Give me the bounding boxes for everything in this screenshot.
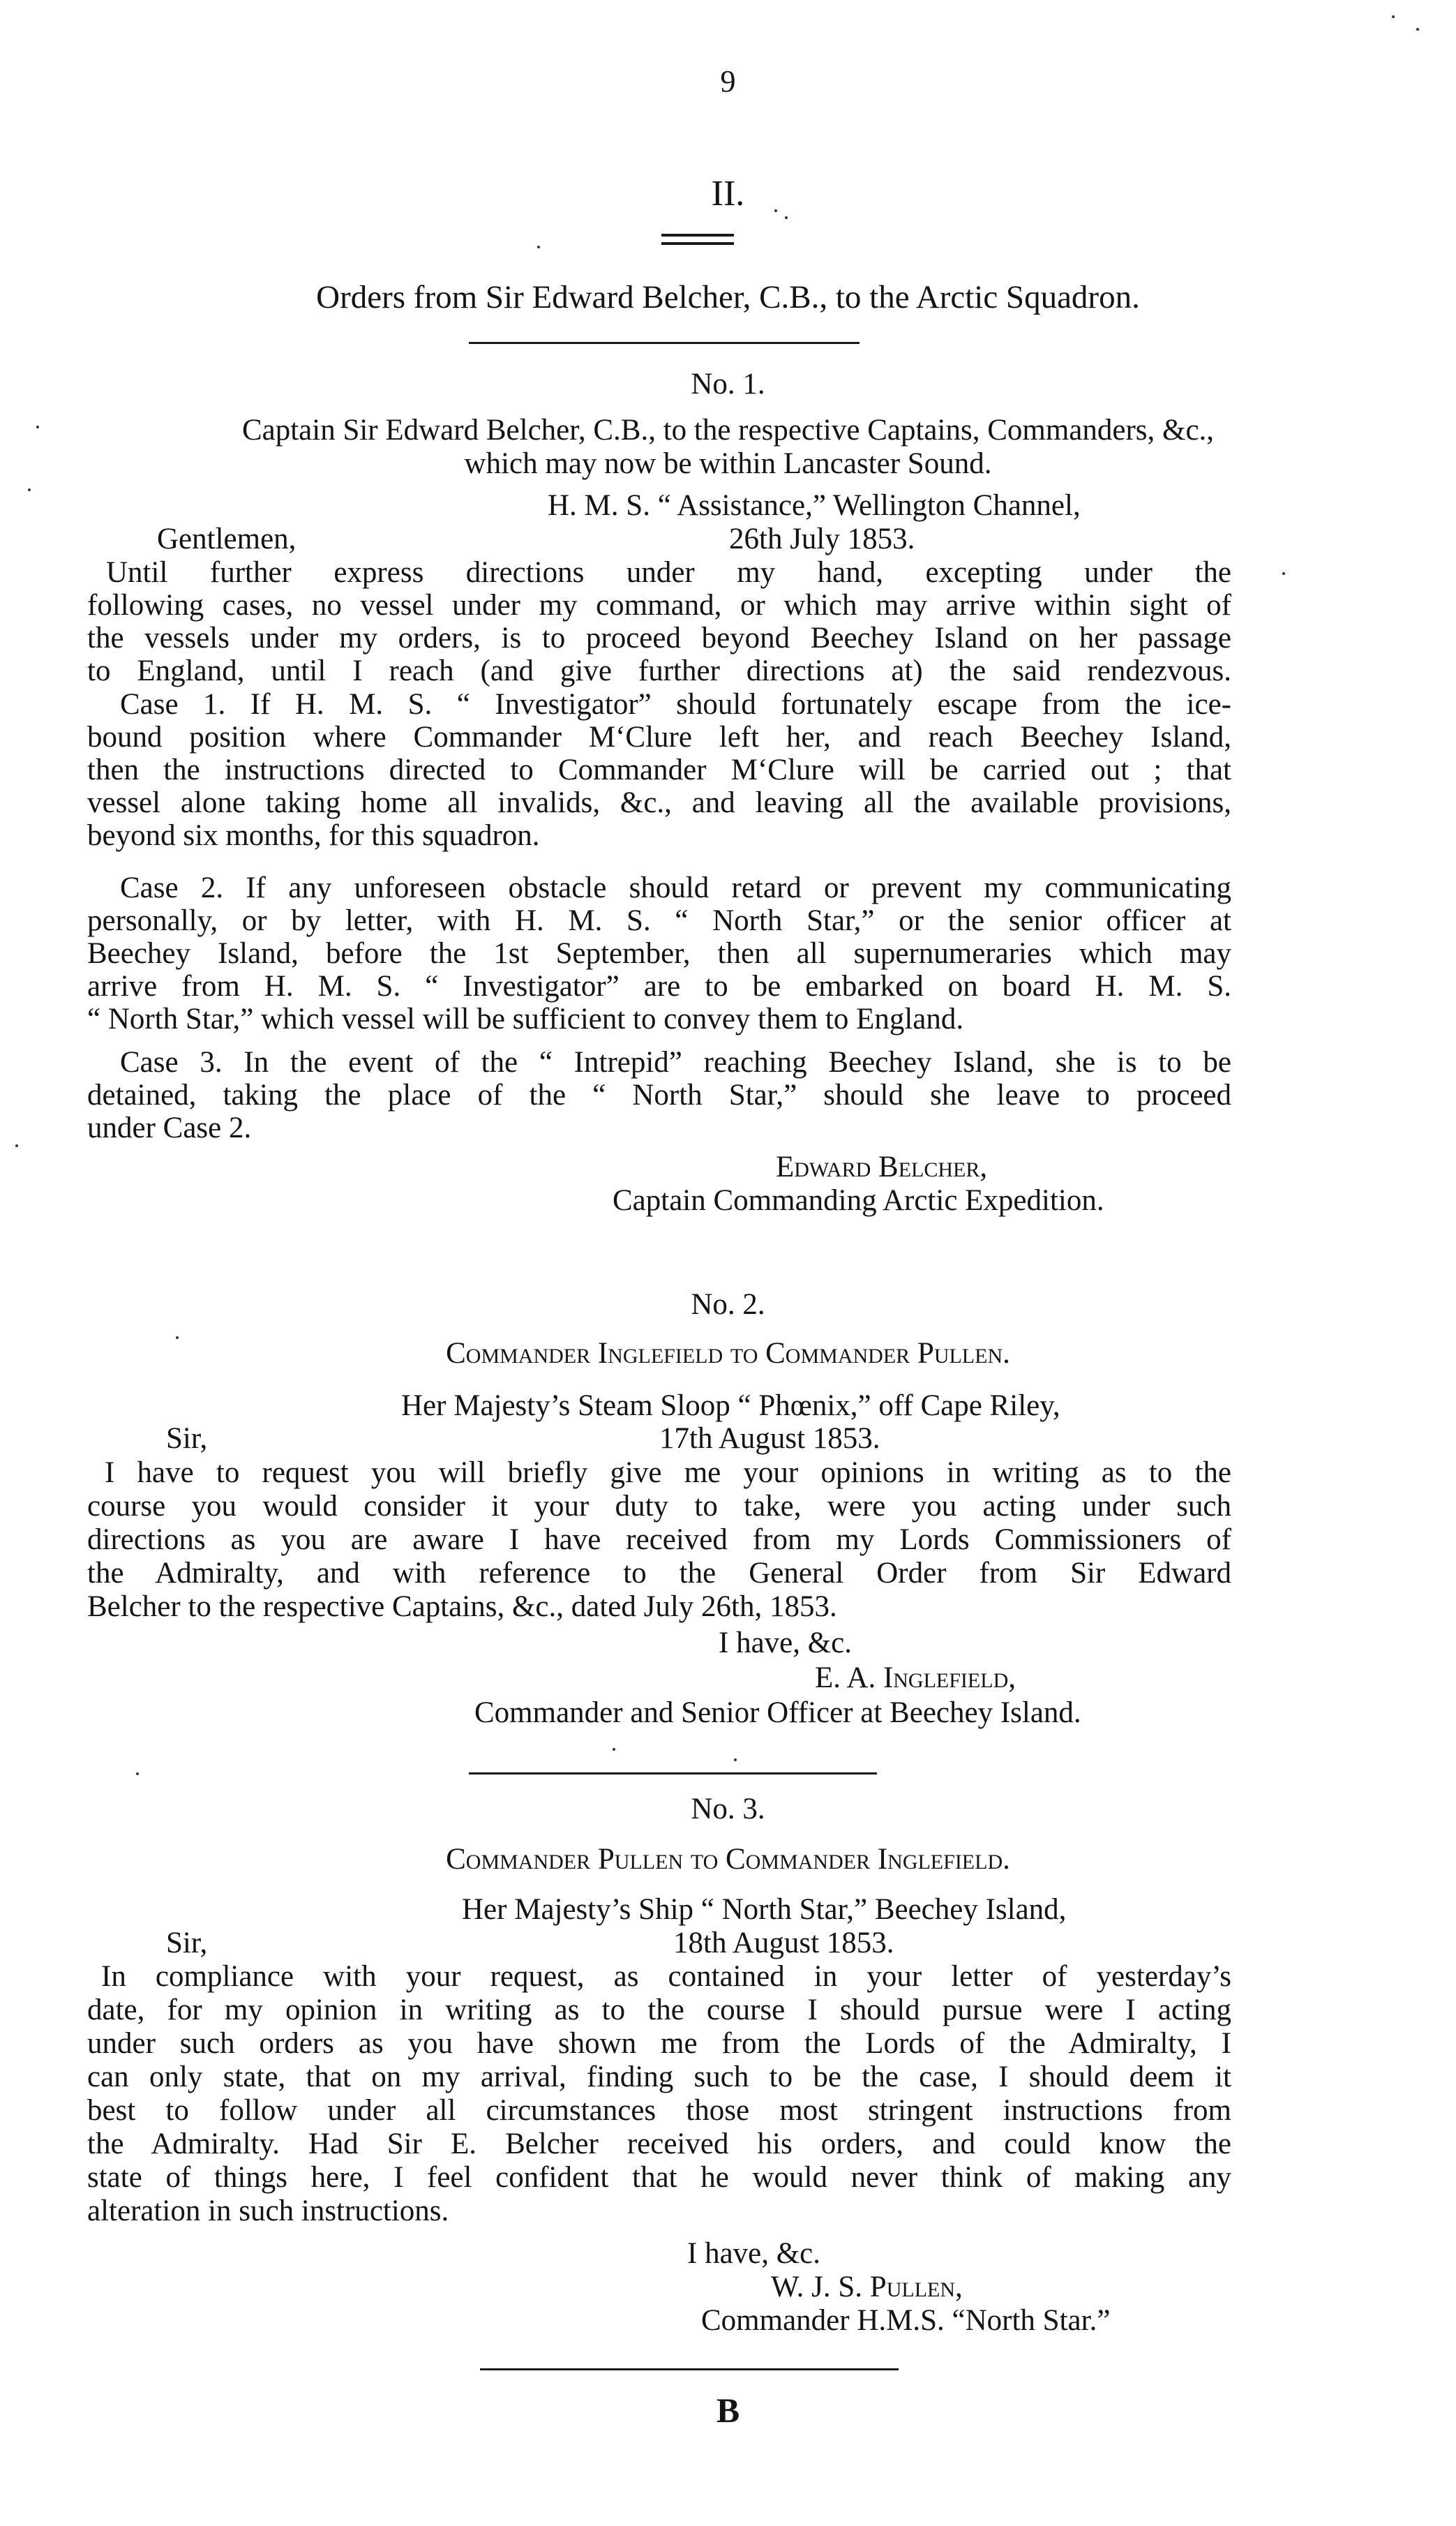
letter3-body-line: date, for my opinion in writing as to the course I should pursue were I acting <box>87 1994 1231 2026</box>
letter2-date: 17th August 1853. <box>659 1422 880 1455</box>
letter1-body-line: personally, or by letter, with H. M. S. “ North Star,” or the senior officer at <box>87 904 1231 937</box>
letter1-body-line: arrive from H. M. S. “ Investigator” are to be embarked on board H. M. S. <box>87 970 1231 1003</box>
letter3-signature: W. J. S. Pullen, <box>771 2271 963 2303</box>
letter1-body-line: vessel alone taking home all invalids, &c., and leaving all the available provisions, <box>87 786 1231 819</box>
letter2-heading: Commander Inglefield to Commander Pullen. <box>446 1337 1010 1370</box>
scan-speck <box>774 209 777 212</box>
letter1-body-line: the vessels under my orders, is to proceed beyond Beechey Island on her passage <box>87 622 1231 655</box>
letter2-number: No. 2. <box>691 1288 765 1321</box>
scan-speck <box>734 1758 737 1761</box>
letter3-place: Her Majesty’s Ship “ North Star,” Beechey Island, <box>462 1893 1067 1926</box>
signature-mark: B <box>716 2391 740 2430</box>
letter2-body-line: I have to request you will briefly give me your opinions in writing as to the <box>105 1456 1231 1489</box>
letter1-body-line: Case 2. If any unforeseen obstacle should retard or prevent my communicating <box>120 872 1231 904</box>
letter1-body-line: under Case 2. <box>87 1112 252 1144</box>
letter1-body-line: Beechey Island, before the 1st September, then all supernumeraries which may <box>87 937 1231 970</box>
letter1-signature-title: Captain Commanding Arctic Expedition. <box>613 1184 1104 1217</box>
letter1-body-line: following cases, no vessel under my command, or which may arrive within sight of <box>87 589 1231 622</box>
letter1-place: H. M. S. “ Assistance,” Wellington Channel, <box>548 489 1081 522</box>
letter2-body-line: course you would consider it your duty to take, were you acting under such <box>87 1490 1231 1523</box>
letter3-body-line: best to follow under all circumstances those most stringent instructions from <box>87 2094 1231 2127</box>
closing-rule <box>480 2368 899 2370</box>
letter2-place: Her Majesty’s Steam Sloop “ Phœnix,” off Cape Riley, <box>401 1389 1060 1422</box>
scan-speck <box>15 1144 18 1147</box>
letter1-salutation: Gentlemen, <box>157 523 297 555</box>
scan-speck <box>36 426 39 428</box>
scan-speck <box>176 1336 179 1339</box>
letter1-body-line: detained, taking the place of the “ North Star,” should she leave to proceed <box>87 1079 1231 1112</box>
letter3-body-line: the Admiralty. Had Sir E. Belcher received his orders, and could know the <box>87 2128 1231 2160</box>
scan-speck <box>1416 28 1419 31</box>
letter2-signature: E. A. Inglefield, <box>815 1661 1016 1694</box>
letter3-body-line: under such orders as you have shown me from the Lords of the Admiralty, I <box>87 2027 1231 2060</box>
letter3-closing: I have, &c. <box>687 2237 821 2270</box>
letter1-body-line: to England, until I reach (and give further directions at) the said rendezvous. <box>87 655 1231 687</box>
letter1-signature: Edward Belcher, <box>776 1151 988 1183</box>
letter3-number: No. 3. <box>691 1793 765 1825</box>
letter1-body-line: then the instructions directed to Commander M‘Clure will be carried out ; that <box>87 754 1231 786</box>
letter3-body-line: In compliance with your request, as contained in your letter of yesterday’s <box>101 1960 1231 1993</box>
letter3-date: 18th August 1853. <box>673 1927 894 1959</box>
letter2-body-line: directions as you are aware I have received from my Lords Commissioners of <box>87 1523 1231 1556</box>
scan-speck <box>1282 572 1285 575</box>
letter1-date: 26th July 1853. <box>729 523 915 555</box>
letter3-body-line: state of things here, I feel confident that he would never think of making any <box>87 2161 1231 2194</box>
scan-speck <box>136 1772 139 1775</box>
letter2-body-line: the Admiralty, and with reference to the General Order from Sir Edward <box>87 1557 1231 1590</box>
letter1-heading-line1: Captain Sir Edward Belcher, C.B., to the respective Captains, Commanders, &c., <box>241 414 1215 447</box>
letter3-body-line: alteration in such instructions. <box>87 2195 449 2227</box>
letter1-body-line: “ North Star,” which vessel will be sufficient to convey them to England. <box>87 1003 964 1036</box>
letter1-body-line: Until further express directions under my hand, excepting under the <box>106 556 1231 589</box>
letter2-closing: I have, &c. <box>719 1627 853 1659</box>
section-number: II. <box>711 174 745 214</box>
section-rule <box>469 1772 877 1774</box>
scan-speck <box>1392 15 1395 18</box>
scan-speck <box>537 246 540 248</box>
scan-speck <box>28 488 31 491</box>
letter2-body-line: Belcher to the respective Captains, &c., dated July 26th, 1853. <box>87 1590 837 1623</box>
title-rule <box>469 342 860 344</box>
letter3-salutation: Sir, <box>166 1927 208 1959</box>
double-rule <box>661 234 734 245</box>
letter1-body-line: Case 3. In the event of the “ Intrepid” reaching Beechey Island, she is to be <box>120 1046 1231 1079</box>
letter3-signature-title: Commander H.M.S. “North Star.” <box>701 2304 1111 2337</box>
letter1-body-line: beyond six months, for this squadron. <box>87 819 540 852</box>
page-number: 9 <box>720 64 736 98</box>
letter3-heading: Commander Pullen to Commander Inglefield. <box>446 1843 1010 1876</box>
scan-speck <box>613 1748 615 1751</box>
letter1-body-line: Case 1. If H. M. S. “ Investigator” should fortunately escape from the ice- <box>120 688 1231 721</box>
letter2-signature-title: Commander and Senior Officer at Beechey Island. <box>474 1696 1081 1729</box>
letter2-salutation: Sir, <box>166 1422 208 1455</box>
letter1-body-line: bound position where Commander M‘Clure left her, and reach Beechey Island, <box>87 721 1231 754</box>
scan-speck <box>785 216 788 219</box>
page-title: Orders from Sir Edward Belcher, C.B., to the Arctic Squadron. <box>316 279 1140 315</box>
letter1-number: No. 1. <box>691 368 765 401</box>
letter3-body-line: can only state, that on my arrival, finding such to be the case, I should deem it <box>87 2061 1231 2093</box>
letter1-heading-line2: which may now be within Lancaster Sound. <box>464 447 992 480</box>
